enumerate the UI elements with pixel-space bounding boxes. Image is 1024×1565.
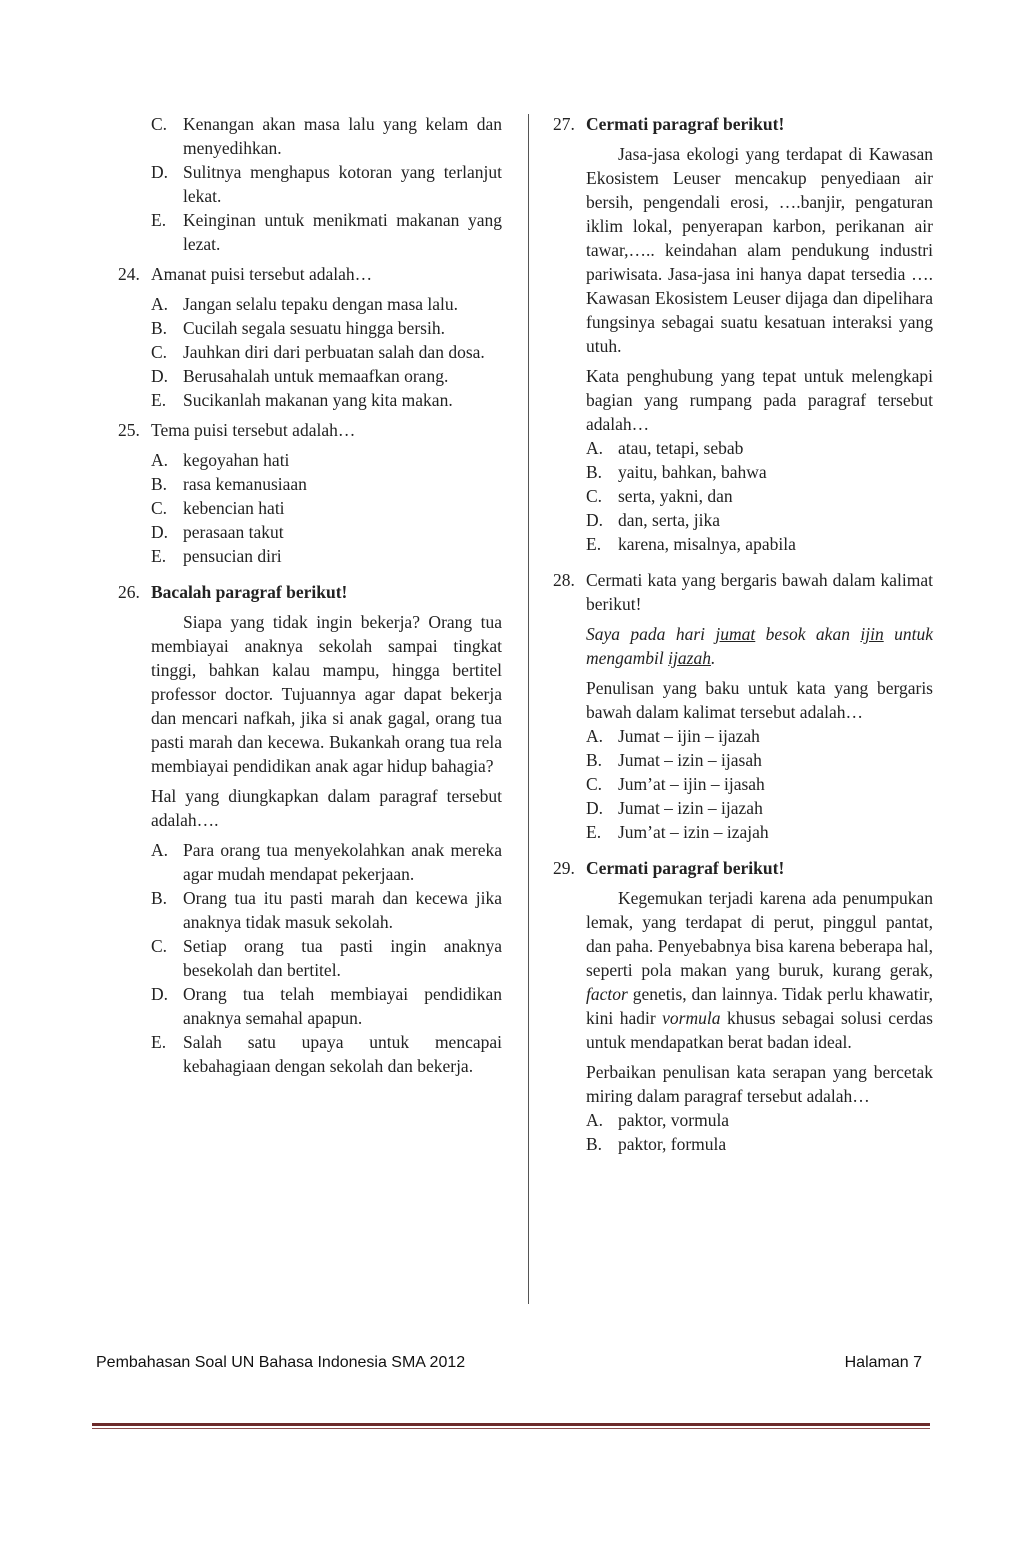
- option-24c: [151, 340, 502, 364]
- option-text: Jangan selalu tepaku dengan masa lalu.: [183, 294, 459, 314]
- option-24b: [151, 316, 502, 340]
- option-letter: D.: [151, 366, 169, 386]
- question-number: 25.: [118, 420, 140, 440]
- passage-26: Siapa yang tidak ingin bekerja? Orang tua membiayai anaknya sekolah sampai tingkat tinggi, bahkan kalau mampu, hingga bertitel professor doctor. Tujuannya agar dapat bekerja dan mencari nafkah, jika si anak gagal, orang tua pasti marah dan kecewa. Bukankah orang tua rela membiayai pendidikan anak agar hidup bahagia?: [151, 612, 502, 776]
- question-number: 27.: [553, 114, 575, 134]
- option-letter: E.: [586, 822, 602, 842]
- question-stem: Cermati paragraf berikut!: [586, 114, 785, 134]
- option-text: pensucian diri: [183, 546, 282, 566]
- option-letter: E.: [586, 534, 602, 554]
- option-text: Setiap orang tua pasti ingin anaknya besekolah dan bertitel.: [183, 936, 502, 980]
- option-letter: D.: [151, 162, 169, 182]
- underlined-word: ijazah: [668, 648, 711, 668]
- option-text: perasaan takut: [183, 522, 284, 542]
- question-26: [118, 580, 502, 604]
- sentence-text: Saya pada hari: [586, 624, 716, 644]
- option-text: paktor, vormula: [618, 1110, 730, 1130]
- option-25b: [151, 472, 502, 496]
- option-27d: [586, 508, 933, 532]
- option-26b: [151, 886, 502, 934]
- option-24d: [151, 364, 502, 388]
- option-text: Jum’at – ijin – ijasah: [618, 774, 765, 794]
- option-24e: [151, 388, 502, 412]
- option-text: yaitu, bahkan, bahwa: [618, 462, 767, 482]
- option-text: Jauhkan diri dari perbuatan salah dan dosa.: [183, 342, 485, 362]
- option-letter: E.: [151, 546, 167, 566]
- example-sentence-28: [586, 622, 933, 670]
- question-28: [553, 568, 933, 616]
- option-letter: D.: [586, 798, 604, 818]
- question-29-prompt: Perbaikan penulisan kata serapan yang bercetak miring dalam paragraf tersebut adalah…: [586, 1062, 933, 1106]
- option-24a: [151, 292, 502, 316]
- question-stem: Cermati kata yang bergaris bawah dalam kalimat berikut!: [586, 570, 933, 614]
- option-26e: [151, 1030, 502, 1078]
- option-letter: A.: [586, 1110, 604, 1130]
- option-25c: [151, 496, 502, 520]
- question-stem: Tema puisi tersebut adalah…: [151, 420, 356, 440]
- option-letter: D.: [586, 510, 604, 530]
- option-text: karena, misalnya, apabila: [618, 534, 796, 554]
- option-letter: B.: [151, 888, 168, 908]
- option-28a: [586, 724, 933, 748]
- option-text: kegoyahan hati: [183, 450, 290, 470]
- option-26c: [151, 934, 502, 982]
- option-text: Kenangan akan masa lalu yang kelam dan menyedihkan.: [183, 114, 502, 158]
- question-stem: Bacalah paragraf berikut!: [151, 582, 348, 602]
- question-number: 24.: [118, 264, 140, 284]
- option-letter: C.: [151, 498, 168, 518]
- option-text: Orang tua itu pasti marah dan kecewa jika anaknya tidak masuk sekolah.: [183, 888, 502, 932]
- option-letter: E.: [151, 1032, 167, 1052]
- option-letter: A.: [586, 438, 604, 458]
- option-letter: C.: [151, 342, 168, 362]
- option-letter: A.: [151, 294, 169, 314]
- passage-text: khusus sebagai solusi cerdas untuk mendapatkan berat badan ideal.: [586, 1008, 933, 1052]
- option-23e: [151, 208, 502, 256]
- italic-word: factor: [586, 984, 628, 1004]
- question-25: [118, 418, 502, 442]
- footer-page-number: Halaman 7: [844, 1354, 922, 1371]
- left-column: [118, 112, 502, 1078]
- option-27b: [586, 460, 933, 484]
- italic-word: vormula: [662, 1008, 721, 1028]
- passage-text: genetis, dan lainnya. Tidak perlu khawatir, kini hadir: [586, 984, 933, 1028]
- option-letter: C.: [151, 936, 168, 956]
- option-letter: D.: [151, 984, 169, 1004]
- passage-29: [586, 886, 933, 1054]
- passage-27: Jasa-jasa ekologi yang terdapat di Kawasan Ekosistem Leuser mencakup penyediaan air bersih, pengendali erosi, ….banjir, pengaturan iklim lokal, penyerapan karbon, perikanan air tawar,….. keindahan alam pendukung industri pariwisata. Jasa-jasa ini hanya dapat tersedia …. Kawasan Ekosistem Leuser dijaga dan dipelihara fungsinya sebagai suatu kesatuan interaksi yang utuh.: [586, 144, 933, 356]
- sentence-text: untuk mengambil: [586, 624, 933, 668]
- option-letter: A.: [151, 840, 169, 860]
- footer-title: Pembahasan Soal UN Bahasa Indonesia SMA 2012: [96, 1354, 466, 1371]
- option-text: Orang tua telah membiayai pendidikan anaknya semahal apapun.: [183, 984, 502, 1028]
- option-text: dan, serta, jika: [618, 510, 721, 530]
- option-text: Cucilah segala sesuatu hingga bersih.: [183, 318, 445, 338]
- question-stem: Amanat puisi tersebut adalah…: [151, 264, 373, 284]
- option-27a: [586, 436, 933, 460]
- option-letter: C.: [151, 114, 168, 134]
- question-29: [553, 856, 933, 880]
- question-27-prompt: Kata penghubung yang tepat untuk melengkapi bagian yang rumpang pada paragraf tersebut adalah…: [586, 366, 933, 434]
- question-number: 29.: [553, 858, 575, 878]
- option-28e: [586, 820, 933, 844]
- option-text: Keinginan untuk menikmati makanan yang lezat.: [183, 210, 502, 254]
- question-stem: Cermati paragraf berikut!: [586, 858, 785, 878]
- option-letter: D.: [151, 522, 169, 542]
- question-number: 26.: [118, 582, 140, 602]
- footer-rule-thin: [92, 1428, 930, 1429]
- option-text: rasa kemanusiaan: [183, 474, 307, 494]
- option-letter: E.: [151, 390, 167, 410]
- option-text: kebencian hati: [183, 498, 285, 518]
- option-28b: [586, 748, 933, 772]
- option-text: Sucikanlah makanan yang kita makan.: [183, 390, 453, 410]
- option-letter: B.: [586, 1134, 603, 1154]
- option-23d: [151, 160, 502, 208]
- option-letter: A.: [151, 450, 169, 470]
- option-text: Jumat – izin – ijazah: [618, 798, 763, 818]
- option-letter: B.: [586, 462, 603, 482]
- question-24: [118, 262, 502, 286]
- sentence-text: .: [710, 648, 716, 668]
- option-26d: [151, 982, 502, 1030]
- option-text: Para orang tua menyekolahkan anak mereka agar mudah mendapat pekerjaan.: [183, 840, 502, 884]
- option-25d: [151, 520, 502, 544]
- option-letter: C.: [586, 486, 603, 506]
- option-28d: [586, 796, 933, 820]
- option-25e: [151, 544, 502, 568]
- underlined-word: ijin: [860, 624, 884, 644]
- option-letter: B.: [586, 750, 603, 770]
- sentence-text: besok akan: [755, 624, 861, 644]
- underlined-word: jumat: [715, 624, 756, 644]
- question-27: [553, 112, 933, 136]
- option-28c: [586, 772, 933, 796]
- option-text: paktor, formula: [618, 1134, 727, 1154]
- option-text: Berusahalah untuk memaafkan orang.: [183, 366, 449, 386]
- option-text: Sulitnya menghapus kotoran yang terlanjut lekat.: [183, 162, 502, 206]
- option-27e: [586, 532, 933, 556]
- option-letter: B.: [151, 318, 168, 338]
- option-29a: [586, 1108, 933, 1132]
- option-text: Jum’at – izin – izajah: [618, 822, 769, 842]
- option-26a: [151, 838, 502, 886]
- option-letter: B.: [151, 474, 168, 494]
- option-text: Jumat – izin – ijasah: [618, 750, 762, 770]
- footer-rule: [92, 1423, 930, 1426]
- question-28-prompt: Penulisan yang baku untuk kata yang bergaris bawah dalam kalimat tersebut adalah…: [586, 678, 933, 722]
- option-23c: [151, 112, 502, 160]
- right-column: [553, 112, 933, 1156]
- option-letter: E.: [151, 210, 167, 230]
- option-27c: [586, 484, 933, 508]
- option-letter: A.: [586, 726, 604, 746]
- option-letter: C.: [586, 774, 603, 794]
- option-25a: [151, 448, 502, 472]
- passage-text: Kegemukan terjadi karena ada penumpukan lemak, yang terdapat di perut, pinggul pantat, dan paha. Penyebabnya bisa karena beberapa hal, seperti pola makan yang buruk, kurang gerak,: [586, 888, 933, 980]
- question-26-prompt: Hal yang diungkapkan dalam paragraf tersebut adalah….: [151, 786, 502, 830]
- option-text: atau, tetapi, sebab: [618, 438, 744, 458]
- option-text: Salah satu upaya untuk mencapai kebahagiaan dengan sekolah dan bekerja.: [183, 1032, 502, 1076]
- question-number: 28.: [553, 570, 575, 590]
- option-text: Jumat – ijin – ijazah: [618, 726, 760, 746]
- option-text: serta, yakni, dan: [618, 486, 733, 506]
- option-29b: [586, 1132, 933, 1156]
- column-divider: [528, 114, 529, 1304]
